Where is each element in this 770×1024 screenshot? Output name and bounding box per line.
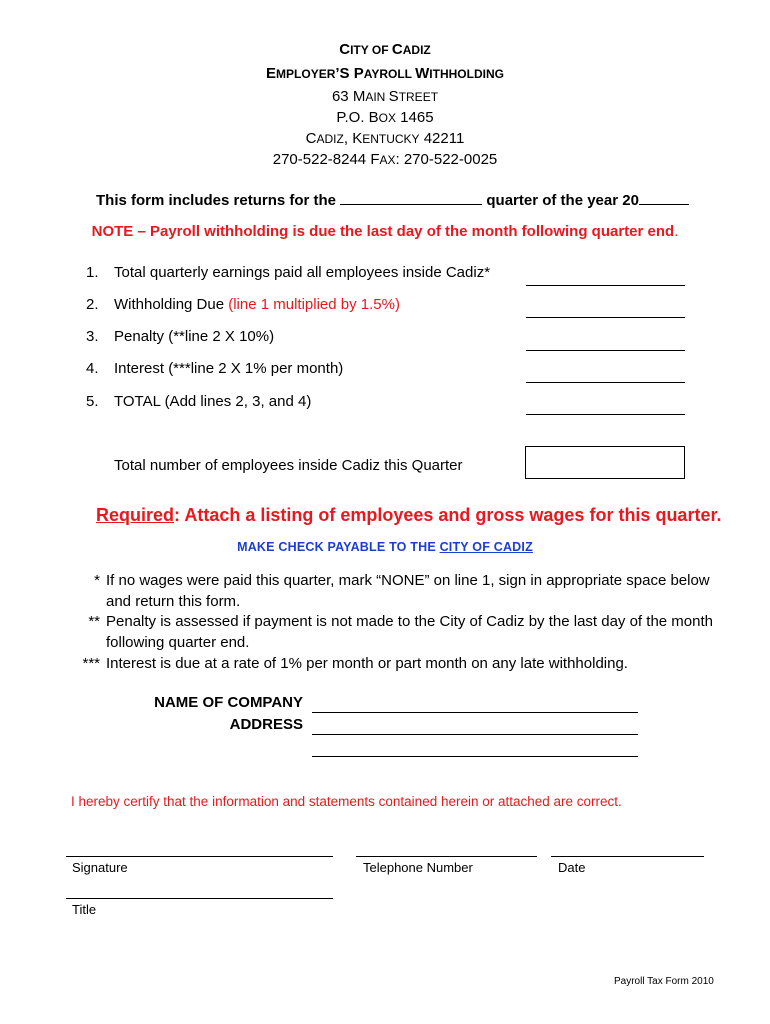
quarter-prefix: This form includes returns for the [96,192,337,209]
address-phone: 270-522-8244 FAX: 270-522-0025 [272,151,498,168]
footnote-3: *** Interest is due at a rate of 1% per month or part month on any late withholding. [82,655,628,672]
line-1-input[interactable] [526,285,685,286]
telephone-label: Telephone Number [363,860,473,875]
title-label: Title [72,902,97,917]
company-name-label: NAME OF COMPANY [154,694,303,711]
year-input[interactable] [639,190,689,205]
quarter-middle: quarter of the year 20 [486,192,639,209]
company-address-input-1[interactable] [312,734,638,735]
required-note: Required: Attach a listing of employees and gross wages for this quarter. [96,505,722,525]
address-street: 63 MAIN STREET [331,88,439,105]
due-note: NOTE – Payroll withholding is due the last day of the month following quarter end. [91,223,679,240]
line-2-input[interactable] [526,317,685,318]
certify-statement: I hereby certify that the information and statements contained herein or attached are correct. [71,794,622,809]
company-address-input-2[interactable] [312,756,638,757]
payable-note: MAKE CHECK PAYABLE TO THE CITY OF CADIZ [237,540,533,554]
footnote-1: * If no wages were paid this quarter, mark “NONE” on line 1, sign in appropriate space below and return this form. [94,572,710,610]
line-item-1: 1. Total quarterly earnings paid all employees inside Cadiz* [86,264,491,281]
address-pobox: P.O. BOX 1465 [336,109,434,126]
employees-label: Total number of employees inside Cadiz this Quarter [114,457,463,474]
form-footer: Payroll Tax Form 2010 [614,976,714,987]
quarter-line [96,190,689,209]
employees-count-input[interactable] [525,446,685,479]
line-3-input[interactable] [526,350,685,351]
line-4-input[interactable] [526,382,685,383]
signature-input[interactable] [66,856,333,857]
line-item-3: 3. Penalty (**line 2 X 10%) [86,328,275,345]
line-item-4: 4. Interest (***line 2 X 1% per month) [86,360,344,377]
form-title-city: CITY OF CADIZ [339,41,431,58]
date-input[interactable] [551,856,704,857]
footnote-2: ** Penalty is assessed if payment is not made to the City of Cadiz by the last day of the month following quarter end. [88,613,713,651]
title-input[interactable] [66,898,333,899]
quarter-input[interactable] [340,190,482,205]
line-5-input[interactable] [526,414,685,415]
company-address-label: ADDRESS [229,716,303,733]
line-item-2: 2. Withholding Due (line 1 multiplied by 1.5%) [86,296,400,313]
address-city: CADIZ, KENTUCKY 42211 [305,130,465,147]
company-name-input[interactable] [312,712,638,713]
form-title-main: EMPLOYER’S PAYROLL WITHHOLDING [266,65,504,82]
telephone-input[interactable] [356,856,537,857]
signature-label: Signature [72,860,128,875]
line-item-5: 5. TOTAL (Add lines 2, 3, and 4) [86,393,312,410]
date-label: Date [558,860,586,875]
